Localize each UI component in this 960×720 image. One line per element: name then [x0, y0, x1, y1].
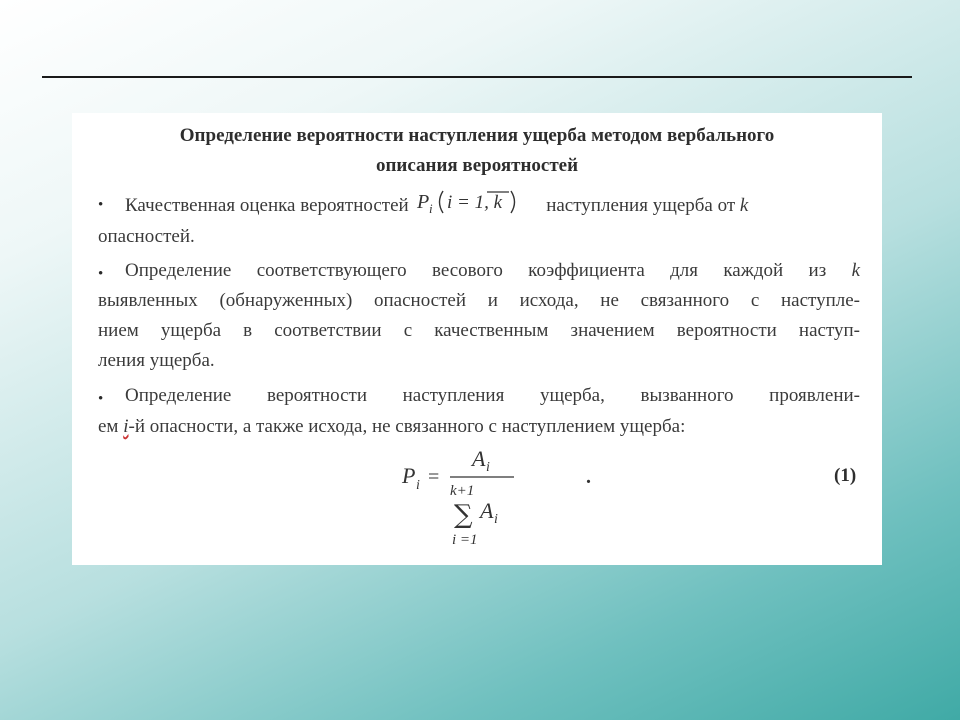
formula-sum-term: A	[480, 498, 494, 523]
bullet-1-line-2: опасностей.	[98, 226, 195, 247]
bullet-1-k: k	[739, 195, 749, 216]
inline-formula-range: i = 1, k	[447, 192, 503, 213]
formula-sum-term-sub: i	[494, 512, 498, 527]
formula-period: .	[586, 466, 591, 488]
bullet-2-text-a: Определение соответствующего весового коэффициента для каждой из	[125, 260, 827, 281]
formula-equals: =	[428, 466, 440, 488]
bullet-3-text-b: -й опасности, а также исхода, не связанного с наступлением ущерба:	[128, 416, 686, 437]
inline-formula-sub: i	[429, 201, 434, 216]
slide-content-panel	[72, 113, 882, 565]
top-divider-line	[42, 76, 912, 78]
bullet-1-text-b: наступления ущерба от	[546, 195, 736, 216]
inline-formula-p: P	[417, 191, 430, 213]
bullet-3-marker: •	[98, 391, 104, 407]
probability-formula	[402, 443, 592, 553]
bullet-2-k: k	[851, 260, 860, 281]
bullet-3-text-a: ем	[98, 416, 119, 437]
bullet-1-marker: •	[98, 197, 104, 213]
bullet-1-line-1	[125, 191, 860, 217]
bullet-2-line-4: ления ущерба.	[98, 350, 215, 371]
slide-title-line-1: Определение вероятности наступления ущерба методом вербального	[179, 125, 775, 146]
slide-title-line-2: описания вероятностей	[375, 155, 579, 176]
formula-p: P	[402, 463, 416, 488]
equation-number: (1)	[834, 465, 857, 486]
formula-numerator: A	[472, 446, 486, 471]
formula-sum-sign: ∑	[454, 500, 473, 530]
probability-inline-formula	[413, 191, 541, 215]
formula-p-sub: i	[416, 478, 420, 493]
bullet-2-marker: •	[98, 266, 104, 282]
formula-sum-lower: i =1	[452, 532, 478, 548]
formula-numerator-sub: i	[486, 460, 490, 475]
bullet-1-text-a: Качественная оценка вероятностей	[125, 195, 409, 216]
bullet-3-i: i	[123, 416, 129, 437]
bullet-2-line-3: нием ущерба в соответствии с качественным значением вероятности наступ-	[98, 320, 860, 341]
bullet-2-line-2: выявленных (обнаруженных) опасностей и исхода, не связанного с наступле-	[98, 290, 860, 311]
formula-sum-upper: k+1	[450, 483, 475, 499]
bullet-3-line-2	[98, 416, 860, 438]
bullet-3-line-1: Определение вероятности наступления ущерба, вызванного проявлени-	[125, 385, 860, 406]
bullet-2-line-1	[125, 260, 860, 282]
